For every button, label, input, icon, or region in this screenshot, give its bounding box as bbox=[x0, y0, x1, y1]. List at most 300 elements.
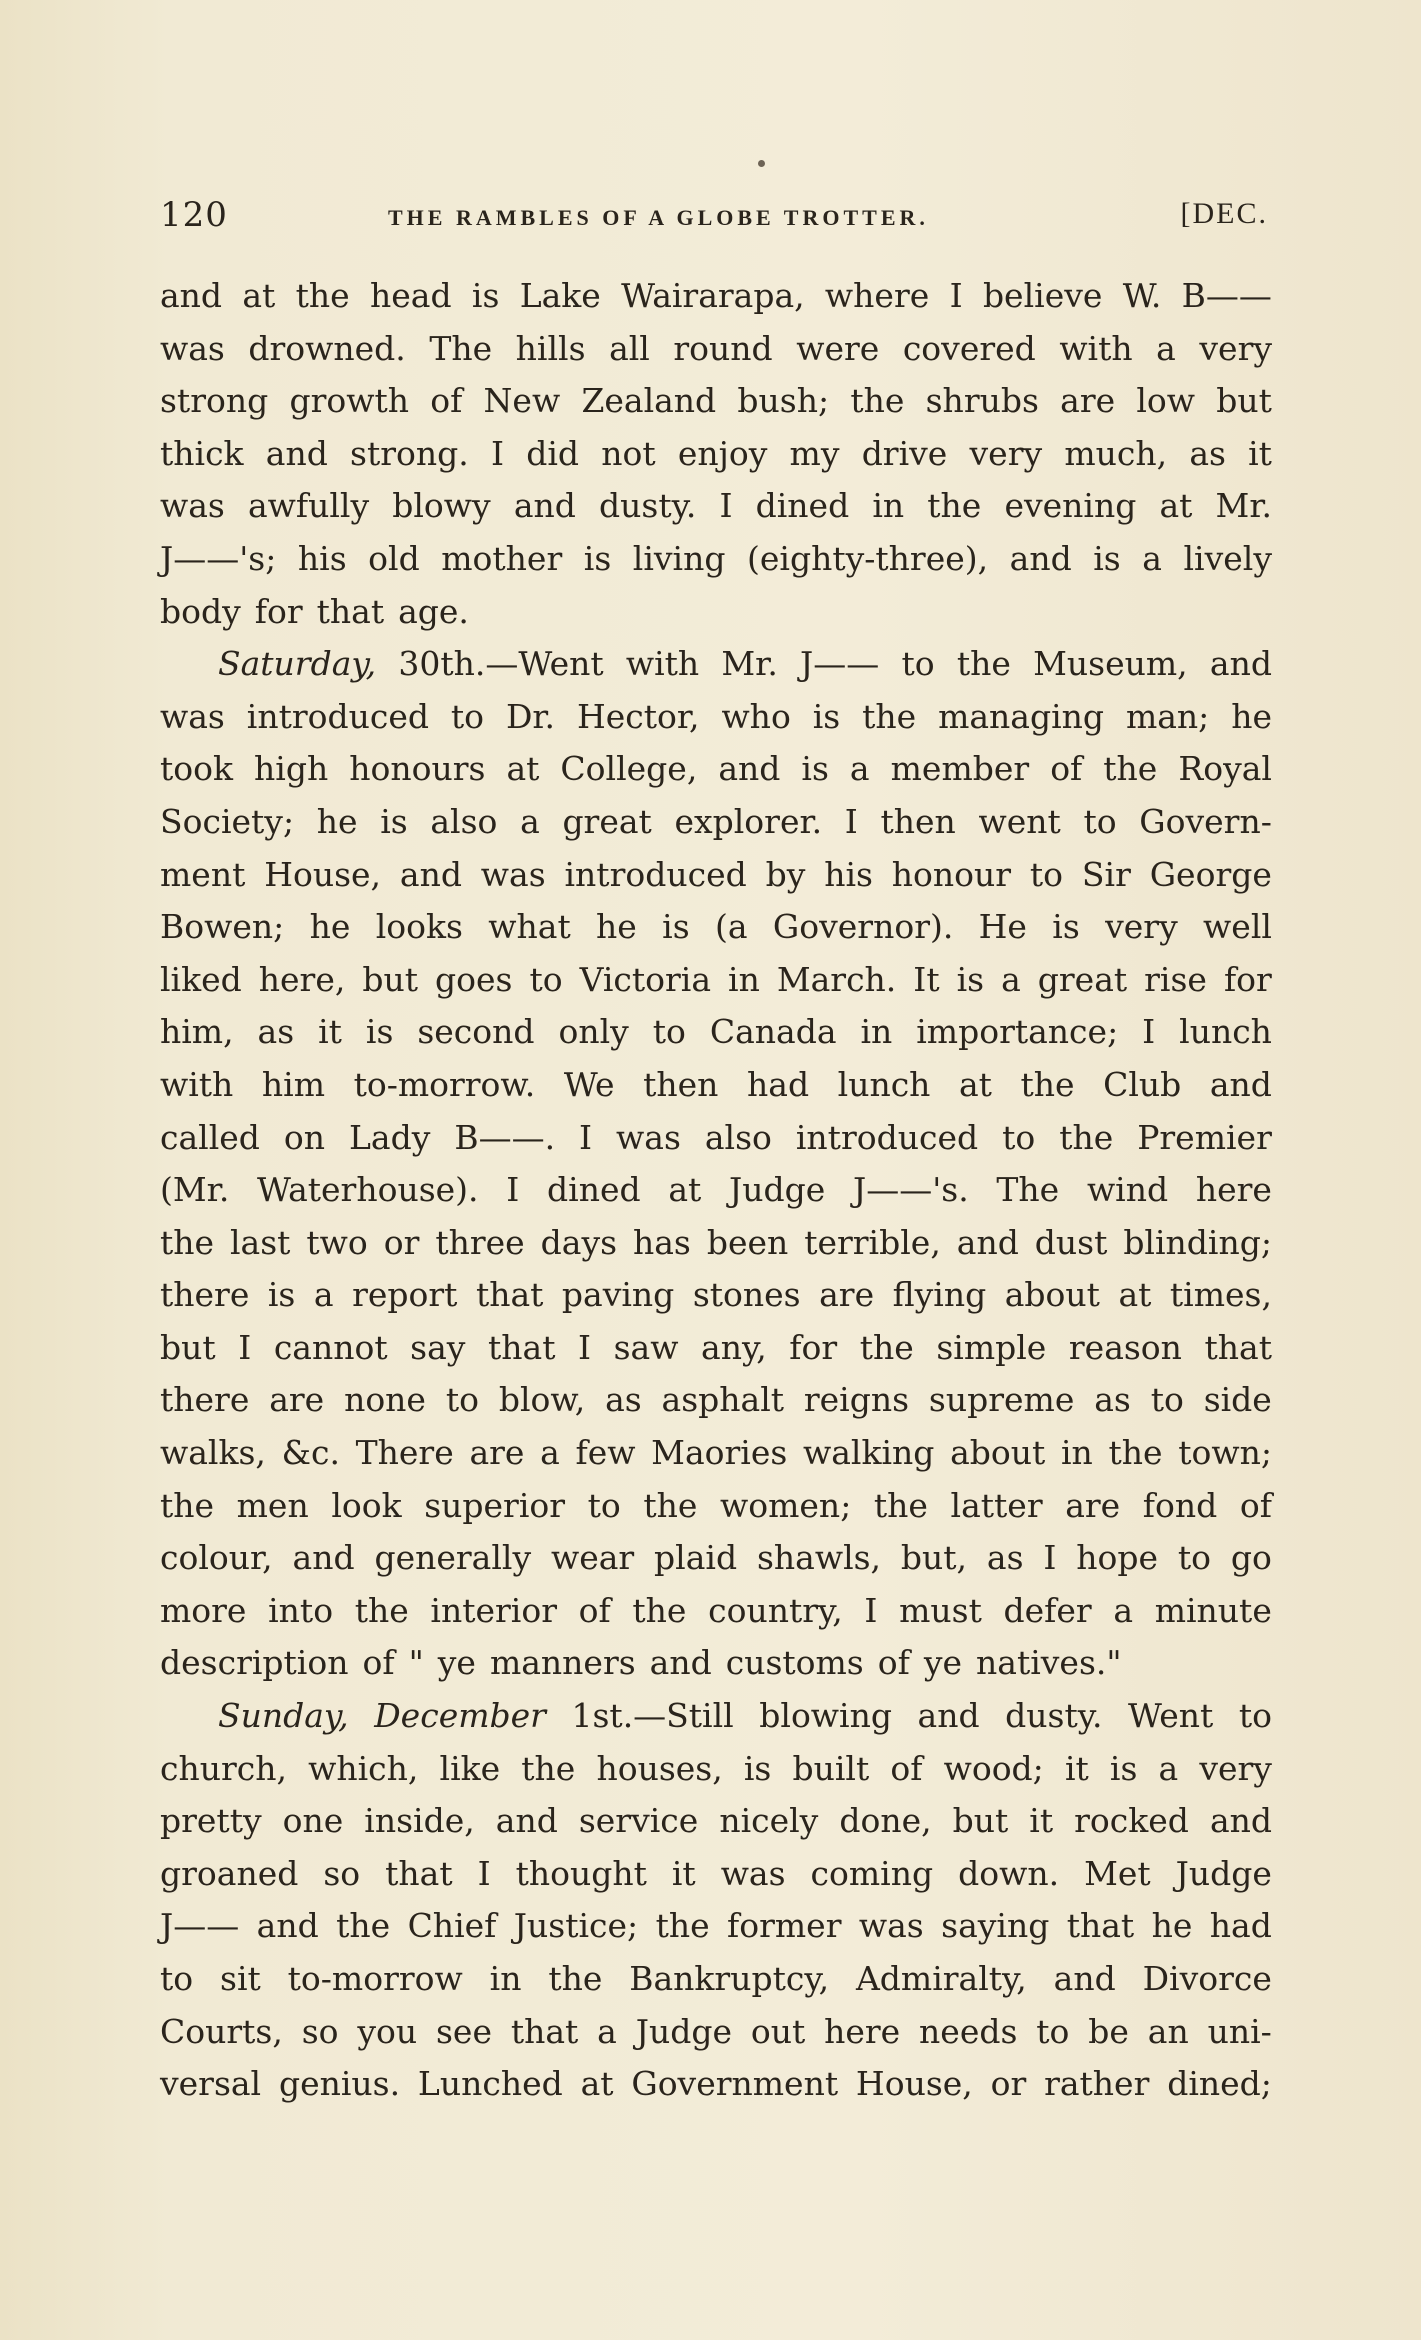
word: Lunched bbox=[417, 2064, 563, 2104]
word: evening bbox=[1004, 486, 1137, 526]
word: of bbox=[578, 1590, 611, 1630]
word: I bbox=[1043, 1538, 1057, 1578]
word: last bbox=[230, 1222, 291, 1262]
word: days bbox=[540, 1222, 618, 1262]
word: goes bbox=[434, 959, 513, 999]
word: Waterhouse). bbox=[257, 1170, 479, 1210]
word: him bbox=[261, 1064, 325, 1104]
text-line bbox=[160, 1743, 1272, 1796]
word: House, bbox=[264, 854, 382, 894]
word: a bbox=[313, 1275, 334, 1315]
word: saying bbox=[941, 1906, 1050, 1946]
word: here, bbox=[258, 959, 346, 999]
paragraph bbox=[160, 1690, 1272, 2111]
word: went bbox=[978, 801, 1061, 841]
word: few bbox=[575, 1433, 636, 1473]
word: any, bbox=[701, 1327, 767, 1367]
word: or bbox=[383, 1222, 420, 1262]
word: was bbox=[160, 696, 225, 736]
word: sit bbox=[220, 1959, 261, 1998]
word: been bbox=[706, 1222, 789, 1262]
word: walks, bbox=[160, 1433, 266, 1473]
word: and bbox=[1209, 644, 1272, 684]
word: women; bbox=[720, 1485, 852, 1525]
text-line bbox=[160, 2058, 1272, 2111]
word: and bbox=[256, 1906, 319, 1946]
word: pretty bbox=[160, 1801, 262, 1841]
word: town; bbox=[1178, 1433, 1272, 1473]
text-line bbox=[160, 375, 1272, 428]
text-line bbox=[160, 1322, 1272, 1375]
word: the bbox=[956, 644, 1011, 684]
word: latter bbox=[950, 1485, 1043, 1525]
word: introduced bbox=[564, 854, 747, 894]
word: say bbox=[410, 1327, 466, 1367]
word: or bbox=[990, 2064, 1027, 2104]
word: We bbox=[563, 1064, 615, 1104]
word: but bbox=[362, 959, 418, 999]
word: a bbox=[1001, 959, 1021, 999]
word: superior bbox=[424, 1485, 566, 1525]
word: manners bbox=[489, 1643, 636, 1683]
word: Victoria bbox=[579, 959, 712, 999]
word: wind bbox=[1086, 1170, 1169, 1210]
word: Saturday, bbox=[218, 644, 377, 684]
word: and bbox=[1209, 1801, 1272, 1841]
word: shawls, bbox=[756, 1538, 882, 1578]
word: a bbox=[1113, 1590, 1134, 1630]
word: he bbox=[309, 907, 351, 947]
word: for bbox=[789, 1327, 838, 1367]
page-header bbox=[160, 195, 1268, 243]
word: is bbox=[743, 1748, 772, 1788]
word: is bbox=[365, 1012, 394, 1052]
word: great bbox=[1037, 959, 1128, 999]
word: Judge bbox=[635, 2011, 732, 2051]
word: and bbox=[1053, 1959, 1116, 1998]
word: three bbox=[435, 1222, 525, 1262]
text-line bbox=[160, 1164, 1272, 1217]
word: There bbox=[355, 1433, 454, 1473]
word: that bbox=[385, 1853, 453, 1893]
word: and bbox=[292, 1538, 355, 1578]
text-line bbox=[160, 1690, 1272, 1743]
word: is bbox=[1052, 907, 1080, 947]
word: here bbox=[824, 2011, 901, 2051]
word: to bbox=[445, 1380, 479, 1420]
word: of bbox=[1050, 749, 1083, 789]
word: J——'s; bbox=[160, 538, 277, 578]
word: is bbox=[583, 538, 612, 578]
word: Mr. bbox=[1215, 486, 1272, 526]
word: down. bbox=[958, 1853, 1060, 1893]
word: coming bbox=[810, 1853, 934, 1893]
word: like bbox=[439, 1748, 501, 1788]
word: to bbox=[1029, 854, 1064, 894]
word: times, bbox=[1169, 1275, 1272, 1315]
word: Met bbox=[1084, 1853, 1151, 1893]
word: and bbox=[718, 749, 781, 789]
word: Courts, bbox=[160, 2011, 283, 2051]
word: minute bbox=[1154, 1590, 1272, 1630]
word: to bbox=[652, 1012, 686, 1052]
text-line bbox=[160, 1532, 1272, 1585]
word: introduced bbox=[795, 1117, 979, 1157]
text-line bbox=[160, 323, 1272, 376]
word: House, bbox=[855, 2064, 973, 2104]
word: the bbox=[1103, 749, 1158, 789]
word: The bbox=[996, 1170, 1060, 1210]
word: as bbox=[605, 1380, 642, 1420]
word: reigns bbox=[803, 1380, 910, 1420]
word: second bbox=[417, 1012, 535, 1052]
word: great bbox=[562, 801, 652, 841]
word: so bbox=[323, 1853, 361, 1893]
word: ment bbox=[160, 854, 246, 894]
word: man; bbox=[1125, 696, 1210, 736]
word: are bbox=[819, 1275, 875, 1315]
word: with bbox=[160, 1064, 234, 1104]
word: saw bbox=[613, 1327, 679, 1367]
word: needs bbox=[919, 2011, 1018, 2051]
word: men bbox=[236, 1485, 309, 1525]
word: It bbox=[913, 959, 940, 999]
word: well bbox=[1203, 907, 1272, 947]
word: Wairarapa, bbox=[621, 276, 805, 315]
word: an bbox=[1147, 2011, 1189, 2051]
word: J——'s. bbox=[852, 1170, 969, 1210]
word: liked bbox=[160, 959, 242, 999]
word: enjoy bbox=[677, 433, 768, 473]
text-line bbox=[160, 743, 1272, 796]
word: are bbox=[269, 1380, 325, 1420]
word: Bankruptcy, bbox=[629, 1959, 830, 1998]
word: the bbox=[548, 1959, 603, 1998]
word: is bbox=[471, 276, 500, 315]
word: thought bbox=[515, 1853, 647, 1893]
word: Society; bbox=[160, 801, 295, 841]
word: to bbox=[1083, 801, 1117, 841]
word: did bbox=[526, 433, 580, 473]
word: Sunday, bbox=[218, 1696, 349, 1736]
word: College, bbox=[560, 749, 698, 789]
word: Maories bbox=[651, 1433, 788, 1473]
word: living bbox=[632, 538, 726, 578]
word: I bbox=[506, 1170, 520, 1210]
word: he bbox=[1231, 696, 1272, 736]
word: very bbox=[1199, 1748, 1272, 1788]
word: uni- bbox=[1207, 2011, 1272, 2051]
word: natives." bbox=[976, 1643, 1122, 1683]
word: flying bbox=[892, 1275, 987, 1315]
word: for bbox=[1223, 959, 1272, 999]
word: by bbox=[765, 854, 806, 894]
word: He bbox=[978, 907, 1027, 947]
word: of bbox=[890, 1748, 923, 1788]
word: the bbox=[643, 1485, 698, 1525]
word: dined bbox=[547, 1170, 641, 1210]
word: and bbox=[649, 1643, 712, 1683]
word: Bowen; bbox=[160, 907, 285, 947]
word: to bbox=[587, 1485, 621, 1525]
word: his bbox=[297, 538, 347, 578]
text-line bbox=[160, 1953, 1272, 2006]
word: Government bbox=[631, 2064, 839, 2104]
word: Chief bbox=[407, 1906, 497, 1946]
word: he bbox=[596, 907, 637, 947]
running-title: THE RAMBLES OF A GLOBE TROTTER. bbox=[388, 205, 929, 230]
word: as bbox=[1094, 1380, 1131, 1420]
word: shrubs bbox=[925, 381, 1039, 421]
body-text bbox=[160, 270, 1272, 2111]
word: and bbox=[956, 1222, 1019, 1262]
word: but bbox=[952, 1801, 1009, 1841]
word: it bbox=[1064, 1748, 1089, 1788]
word: a bbox=[1158, 1748, 1179, 1788]
word: was bbox=[720, 1853, 786, 1893]
word: is bbox=[1093, 538, 1121, 578]
word: Canada bbox=[709, 1012, 837, 1052]
word: to bbox=[1177, 1538, 1212, 1578]
word: Lake bbox=[519, 276, 601, 315]
word: very bbox=[1105, 907, 1178, 947]
word: has bbox=[633, 1222, 691, 1262]
word: a bbox=[849, 749, 870, 789]
word: (eighty-three), bbox=[747, 538, 989, 578]
word: walking bbox=[802, 1433, 935, 1473]
word: at bbox=[242, 276, 276, 315]
word: (Mr. bbox=[160, 1170, 230, 1210]
text-line bbox=[160, 533, 1272, 586]
word: rise bbox=[1144, 959, 1207, 999]
word: was bbox=[616, 1117, 681, 1157]
text-line bbox=[160, 1427, 1272, 1480]
word: to bbox=[901, 644, 935, 684]
word: fond bbox=[1142, 1485, 1218, 1525]
text-line bbox=[160, 1112, 1272, 1165]
word: " bbox=[408, 1643, 424, 1683]
word: then bbox=[880, 801, 956, 841]
word: body bbox=[160, 591, 241, 631]
text-line bbox=[160, 270, 1272, 323]
word: it bbox=[318, 1012, 342, 1052]
word: had bbox=[1209, 1906, 1272, 1946]
word: Sir bbox=[1081, 854, 1131, 894]
word: service bbox=[578, 1801, 699, 1841]
word: and bbox=[399, 854, 462, 894]
word: ye bbox=[923, 1643, 963, 1683]
word: more bbox=[160, 1590, 247, 1630]
page-number: 120 bbox=[160, 195, 228, 235]
word: rather bbox=[1044, 2064, 1150, 2104]
word: &c. bbox=[281, 1433, 340, 1473]
ink-speck bbox=[758, 160, 765, 167]
word: was bbox=[160, 328, 225, 368]
word: had bbox=[747, 1064, 810, 1104]
word: I bbox=[477, 1853, 491, 1893]
word: old bbox=[368, 538, 420, 578]
word: mother bbox=[441, 538, 563, 578]
text-line bbox=[160, 1848, 1272, 1901]
text-line bbox=[160, 638, 1272, 691]
word: the bbox=[632, 1590, 687, 1630]
word: is bbox=[956, 959, 985, 999]
word: blowing bbox=[759, 1696, 892, 1736]
word: of bbox=[877, 1643, 910, 1683]
word: with bbox=[625, 644, 700, 684]
word: nicely bbox=[719, 1801, 819, 1841]
word: at bbox=[1118, 1275, 1152, 1315]
word: December bbox=[374, 1696, 546, 1736]
word: covered bbox=[902, 328, 1036, 368]
word: round bbox=[673, 328, 773, 368]
word: and bbox=[1009, 538, 1072, 578]
word: customs bbox=[725, 1643, 864, 1683]
word: a bbox=[520, 801, 540, 841]
word: report bbox=[352, 1275, 458, 1315]
word: to bbox=[1036, 2011, 1070, 2051]
word: Justice; bbox=[513, 1906, 639, 1946]
text-line bbox=[160, 796, 1272, 849]
word: him, bbox=[160, 1012, 234, 1052]
word: it bbox=[1248, 433, 1272, 473]
word: where bbox=[824, 276, 930, 315]
word: (a bbox=[715, 907, 748, 947]
word: honour bbox=[891, 854, 1012, 894]
word: church, bbox=[160, 1748, 287, 1788]
text-line bbox=[160, 849, 1272, 902]
word: very bbox=[1199, 328, 1272, 368]
word: much, bbox=[1064, 433, 1168, 473]
word: plaid bbox=[654, 1538, 738, 1578]
word: Premier bbox=[1137, 1117, 1272, 1157]
word: I bbox=[719, 486, 733, 526]
word: as bbox=[986, 1538, 1024, 1578]
word: and bbox=[495, 1801, 558, 1841]
text-line bbox=[160, 1795, 1272, 1848]
word: all bbox=[609, 328, 650, 368]
word: on bbox=[283, 1117, 326, 1157]
word: look bbox=[331, 1485, 402, 1525]
word: dusty. bbox=[1005, 1696, 1103, 1736]
word: drive bbox=[861, 433, 948, 473]
word: one bbox=[282, 1801, 344, 1841]
word: and bbox=[160, 276, 223, 315]
word: supreme bbox=[928, 1380, 1075, 1420]
word: side bbox=[1203, 1380, 1272, 1420]
word: B—— bbox=[1181, 276, 1272, 315]
word: and bbox=[1209, 1064, 1272, 1104]
word: at bbox=[580, 2064, 614, 2104]
text-line bbox=[160, 1637, 1272, 1690]
word: lunch bbox=[837, 1064, 931, 1104]
word: hope bbox=[1076, 1538, 1159, 1578]
word: rocked bbox=[1074, 1801, 1189, 1841]
word: was bbox=[480, 854, 546, 894]
word: but bbox=[1216, 381, 1272, 421]
text-line bbox=[160, 691, 1272, 744]
word: to bbox=[160, 1959, 194, 1998]
word: to bbox=[1150, 1380, 1184, 1420]
word: Judge bbox=[1175, 1853, 1272, 1893]
word: strong. bbox=[350, 433, 469, 473]
word: who bbox=[721, 696, 791, 736]
word: I bbox=[949, 276, 963, 315]
word: defer bbox=[1003, 1590, 1092, 1630]
word: as bbox=[257, 1012, 295, 1052]
word: W. bbox=[1122, 276, 1162, 315]
word: with bbox=[1059, 328, 1133, 368]
word: looks bbox=[375, 907, 463, 947]
word: of bbox=[362, 1643, 395, 1683]
word: a bbox=[540, 1433, 560, 1473]
word: there bbox=[160, 1380, 250, 1420]
word: his bbox=[824, 854, 873, 894]
running-date: [DEC. bbox=[1180, 197, 1268, 230]
word: I bbox=[1142, 1012, 1156, 1052]
word: to-morrow bbox=[287, 1959, 463, 1998]
word: for bbox=[254, 591, 303, 631]
text-line bbox=[160, 1585, 1272, 1638]
word: low bbox=[1136, 381, 1196, 421]
word: to bbox=[1002, 1117, 1036, 1157]
word: the bbox=[850, 381, 905, 421]
word: that bbox=[475, 1275, 544, 1315]
word: is bbox=[380, 801, 408, 841]
word: the bbox=[160, 1222, 215, 1262]
word: asphalt bbox=[661, 1380, 785, 1420]
word: explorer. bbox=[674, 801, 823, 841]
word: very bbox=[969, 433, 1043, 473]
word: head bbox=[369, 276, 452, 315]
word: genius. bbox=[278, 2064, 401, 2104]
word: to bbox=[529, 959, 563, 999]
word: my bbox=[789, 433, 840, 473]
word: Governor). bbox=[772, 907, 954, 947]
word: the bbox=[354, 1590, 409, 1630]
word: in bbox=[728, 959, 760, 999]
word: built bbox=[792, 1748, 870, 1788]
text-line bbox=[160, 1269, 1272, 1322]
word: interior bbox=[430, 1590, 557, 1630]
word: two bbox=[306, 1222, 368, 1262]
word: was bbox=[858, 1906, 924, 1946]
word: is bbox=[812, 696, 841, 736]
word: dusty. bbox=[599, 486, 697, 526]
word: not bbox=[601, 433, 656, 473]
word: paving bbox=[561, 1275, 675, 1315]
text-line bbox=[160, 428, 1272, 481]
word: houses, bbox=[596, 1748, 723, 1788]
word: is bbox=[801, 749, 829, 789]
word: I bbox=[579, 1117, 593, 1157]
word: simple bbox=[936, 1327, 1047, 1367]
word: Club bbox=[1103, 1064, 1182, 1104]
word: must bbox=[899, 1590, 982, 1630]
word: were bbox=[796, 328, 880, 368]
text-line bbox=[160, 1480, 1272, 1533]
word: description bbox=[160, 1643, 349, 1683]
word: stones bbox=[692, 1275, 801, 1315]
text-line bbox=[160, 480, 1272, 533]
word: the bbox=[336, 1906, 391, 1946]
word: drowned. bbox=[248, 328, 406, 368]
word: into bbox=[268, 1590, 334, 1630]
word: at bbox=[668, 1170, 702, 1210]
word: Dr. bbox=[505, 696, 556, 736]
word: inside, bbox=[364, 1801, 475, 1841]
word: I bbox=[864, 1590, 878, 1630]
